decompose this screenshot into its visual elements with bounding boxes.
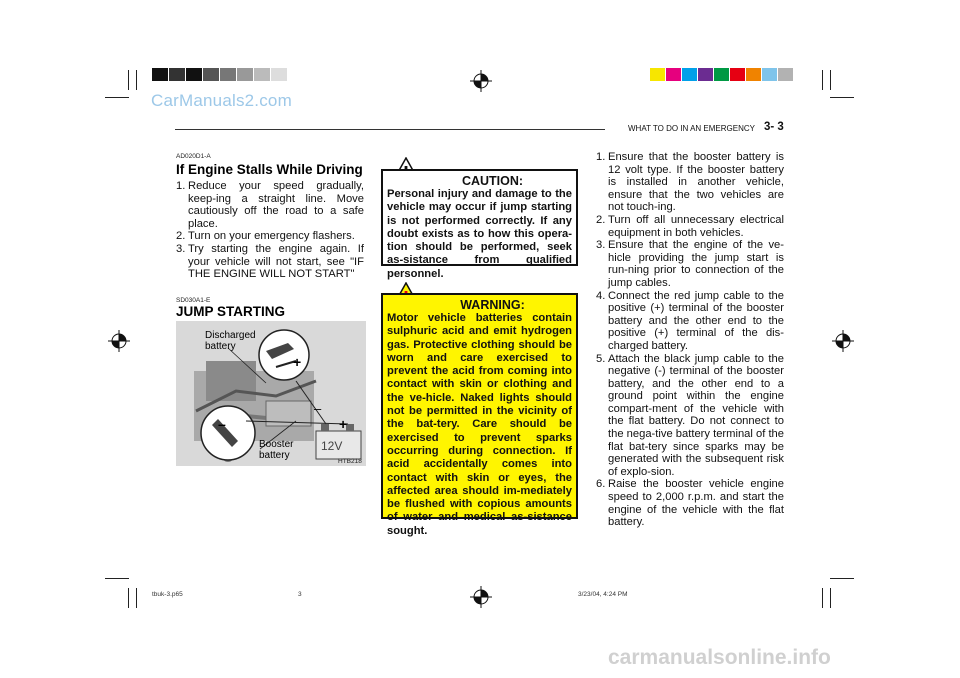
- figure-plus-2: +: [339, 416, 348, 432]
- jump-code: SD030A1-E: [176, 297, 211, 304]
- header-section: WHAT TO DO IN AN EMERGENCY: [628, 124, 755, 133]
- list-item: 2. Turn off all unnecessary electrical equipment in both vehicles.: [596, 213, 784, 239]
- figure-voltage: 12V: [321, 439, 343, 453]
- header-rule: [175, 129, 605, 130]
- stall-code: AD020D1-A: [176, 153, 211, 160]
- color-swatch: [682, 68, 697, 81]
- list-item: 3. Try starting the engine again. If your vehicle will not start, see "IF THE ENGINE WILL NOT START": [176, 242, 364, 281]
- list-item: 5. Attach the black jump cable to the negative (-) terminal of the booster battery, and the other end to a ground point within the engine compart-ment of the vehicle with the flat battery. Do not connect to the nega-tive battery terminal of the flat bat-tery since sparks may be generated with the subsequent risk of explo-sion.: [596, 352, 784, 478]
- figure-minus-2: –: [314, 401, 322, 416]
- registration-target-icon: [832, 330, 854, 352]
- list-item: 2. Turn on your emergency flashers.: [176, 230, 355, 243]
- caution-body: Personal injury and damage to the vehicle may occur if jump starting is not performed correctly. If any doubt exists as to how this opera-tion should be performed, seek as-sistance from qualified personnel.: [387, 188, 572, 280]
- color-swatch: [746, 68, 761, 81]
- color-swatch: [730, 68, 745, 81]
- registration-target-icon: [470, 586, 492, 608]
- figure-booster-label-2: battery: [259, 450, 290, 461]
- color-swatch: [714, 68, 729, 81]
- color-swatch: [698, 68, 713, 81]
- figure-discharged-label: Discharged: [205, 330, 256, 341]
- warning-body: Motor vehicle batteries contain sulphuric acid and emit hydrogen gas. Protective clothing should be worn and care exercised to prevent the acid from coming into contact with skin or clothing and the ve-hicle. Naked lights should not be permitted in the vicinity of the bat-tery. Care should be exercised to prevent sparks occurring during connection. If acid accidentally comes into contact with skin or eyes, the affected area should im-mediately be flushed with copious amounts of water and medical as-sistance sought.: [387, 312, 572, 537]
- stall-title: If Engine Stalls While Driving: [176, 162, 363, 177]
- warning-box: [381, 293, 578, 537]
- list-item: 3. Ensure that the engine of the ve-hicle providing the jump start is run-ning prior to connection of the jump cables.: [596, 239, 784, 289]
- color-swatch: [650, 68, 665, 81]
- footer-date: 3/23/04, 4:24 PM: [578, 591, 628, 598]
- stall-steps: [176, 180, 364, 281]
- list-item: 1. Ensure that the booster battery is 12 volt type. If the booster battery is installed in another vehicle, ensure that the two vehicles are not touch-ing.: [596, 151, 784, 214]
- color-swatch: [666, 68, 681, 81]
- figure-plus-1: +: [293, 354, 302, 370]
- list-item: 1. Reduce your speed gradually, keep-ing a straight line. Move cautiously off the road to a safe place.: [176, 180, 364, 230]
- jump-title: JUMP STARTING: [176, 304, 286, 319]
- warning-title: WARNING:: [460, 298, 525, 312]
- footer-file: tbuk-3.p65: [152, 591, 183, 598]
- color-swatch: [762, 68, 777, 81]
- registration-target-icon: [108, 330, 130, 352]
- figure-booster-label: Booster: [259, 439, 294, 450]
- jump-start-figure: [176, 321, 366, 466]
- caution-box: [381, 169, 578, 280]
- page-number: 3- 3: [764, 121, 784, 133]
- footer-page: 3: [298, 591, 302, 598]
- list-item: 4. Connect the red jump cable to the positive (+) terminal of the booster battery and the other end to the positive (+) terminal of the dis-charged battery.: [596, 289, 784, 352]
- color-swatch: [778, 68, 793, 81]
- figure-code: HTB218: [338, 458, 362, 465]
- list-item: 6. Raise the booster vehicle engine speed to 2,000 r.p.m. and start the engine of the vehicle with the flat battery.: [596, 478, 784, 529]
- watermark-bottom[interactable]: carmanualsonline.info: [608, 646, 831, 669]
- figure-discharged-label-2: battery: [205, 341, 236, 352]
- caution-title: CAUTION:: [461, 174, 524, 188]
- registration-target-icon: [470, 70, 492, 92]
- watermark-top[interactable]: CarManuals2.com: [151, 91, 292, 110]
- figure-minus-1: –: [218, 416, 226, 432]
- procedure-steps: [596, 151, 784, 529]
